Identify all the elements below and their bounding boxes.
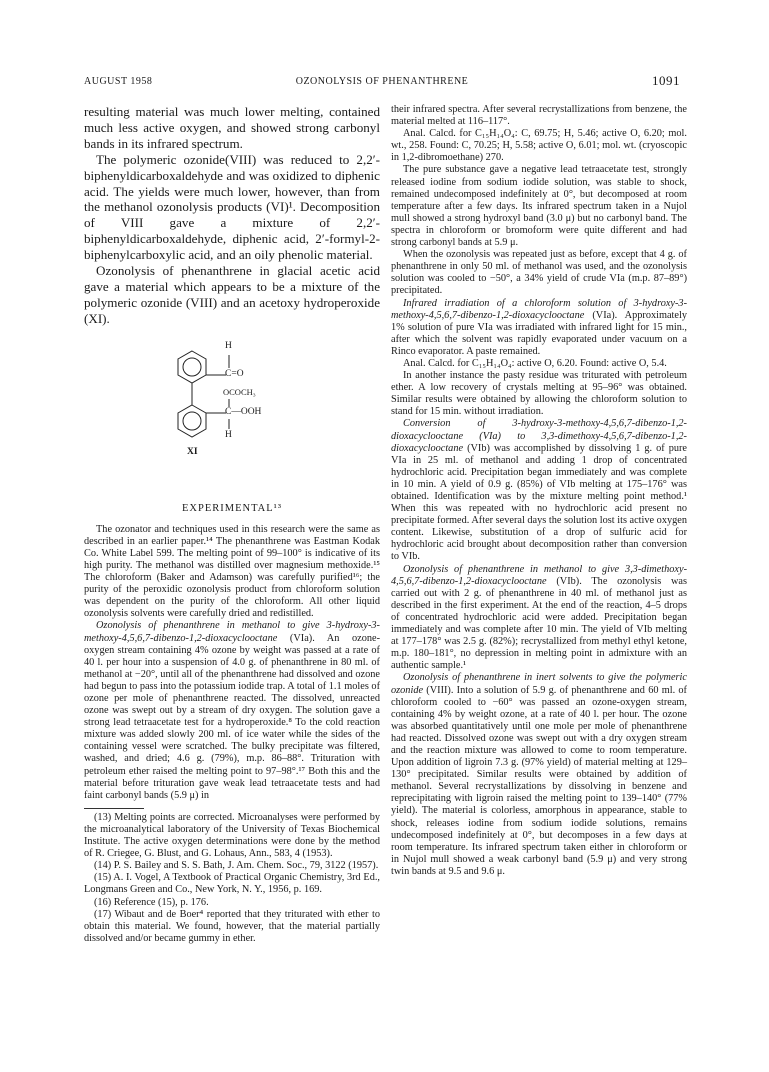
footnote-16: (16) Reference (15), p. 176. [94,896,209,908]
struct-hydroperoxide: C—OOH [225,406,262,417]
paragraph: The polymeric ozonide(VIII) was reduced to 2,2′-biphenyldicarboxaldehyde and was oxidized to diphenic acid. The yields were much lower, however, than from the methanol ozonolysis products (VI)¹. Decomposition of VIII gave a mixture of 2,2′-biphenyldicarboxaldehyde, diphenic acid, 2′-formyl-2-biphenylcarboxylic acid, and an oily phenolic material. [84,151,380,263]
right-column [391,104,687,878]
procedure-text: (VIa). An ozone-oxygen stream containing 4% ozone by weight was passed at a rate of 40 l. per hour into a suspension of 4.0 g. of phenanthrene in 80 ml. of methanol at −20°, until all of the phenanthrene had dissolved and ozone had begun to pass into the potassium iodide trap. A total of 1.1 moles of ozone per mole of phenanthrene reacted. The dissolved, unreacted ozone was swept out by a stream of dry oxygen. The solution gave a strong lead tetraacetate test for a hydroperoxide.⁸ To the cold reaction mixture was added slowly 200 ml. of ice water while the sides of the containing vessel were scratched. The bulky precipitate was filtered, washed, and dried; 4.6 g. (79%), m.p. 86–88°. Trituration with petroleum ether raised the melting point to 97–98°.¹⁷ Both this and the material before trituration gave weak lead tetraacetate tests and had faint carbonyl bands (5.9 μ) in [84,632,381,801]
footnote-15: (15) A. I. Vogel, A Textbook of Practical Organic Chemistry, 3rd Ed., Longmans Green and Co., New York, N. Y., 1956, p. 169. [84,872,380,896]
header-title: OZONOLYSIS OF PHENANTHRENE [295,76,469,87]
header-date: AUGUST 1958 [84,76,153,87]
paragraph: their infrared spectra. After several recrystallizations from benzene, the material melted at 116–117°. [391,104,687,128]
footnote-rule [84,808,144,809]
paragraph [84,620,380,801]
compound-label: XI [187,446,198,457]
procedure-title: Ozonolysis of phenanthrene in methanol to give 3,3-dimethoxy-4,5,6,7-dibenzo-1,2-dioxacyclooctane [391,563,687,587]
footnote-13: (13) Melting points are corrected. Microanalyses were performed by the microanalytical laboratory of the University of Texas Biochemical Institute. The active oxygen determinations were done by the method of R. Criegee, G. Blust, and G. Lohaus, Ann., 583, 4 (1953). [84,811,380,860]
procedure-text: (VIb). The ozonolysis was carried out with 2 g. of phenanthrene in 40 ml. of methanol just as described in the first experiment. At the end of the reaction, 4–5 drops of concentrated hydrochloric acid were added. Precipitation began immediately and was complete after 10 min. The yield of VIb melting at 177–178° was 2.5 g. (82%); recrystallized from methyl ethyl ketone, m.p. 180–181°, no depression in melting point in admixture with an authentic sample.¹ [391,575,687,672]
struct-carbonyl: C=O [225,368,244,379]
procedure-text: (VIII). Into a solution of 5.9 g. of phenanthrene and 60 ml. of chloroform cooled to −60° was passed an ozone-oxygen stream, containing 4% by weight ozone, at a rate of 40 l. per hour. The ozone was absorbed quantitatively until one mole per mole of phenanthrene had reacted. Dissolved ozone was swept out with a dry oxygen stream and the reaction mixture was allowed to come to room temperature. Upon addition of ligroin 7.3 g. (97% yield) of material melting at 129–130° precipitated. Similar results were obtained by addition of methanol. Several recrystallizations by dissolving in benzene and reprecipitating with ligroin raised the melting point to 139–140° (77% yield). The material is colorless, amorphous in appearance, stable to shock, releases iodine from sodium iodide solutions, remains undecomposed indefinitely at 0°, but decomposes in a few days at room temperature. Its infrared spectrum taken either in chloroform or in Nujol mull showed a weak carbonyl band (5.9 μ) and very strong twin bands at 9.5 and 9.6 μ. [391,684,687,877]
structure-xi [84,337,380,489]
paragraph: The pure substance gave a negative lead tetraacetate test, strongly released iodine from sodium iodide solution, was stable to shock, remained undecomposed indefinitely at 0°, but decomposed at room temperature after a few days. Its infrared spectrum taken in a Nujol mull showed a strong hydroxyl band (3.0 μ) but no carbonyl band. The spectra in chloroform or bromoform were quite different and had strong carbonyl bands at 5.9 μ. [391,164,687,249]
procedure-text: (VIb) was accomplished by dissolving 1 g. of pure VIa in 25 ml. of methanol and adding 1 drop of concentrated hydrochloric acid. Precipitation began immediately and was complete in 10 min. A yield of 0.9 g. (85%) of VIb melting at 175–176° was obtained. Identification was by the mixture melting point method.¹ When this was repeated with no hydrochloric acid present no precipitate formed. After several days the solution lost its active oxygen content. Likewise, substitution of a drop of sulfuric acid for hydrochloric acid brought about decomposition rather than conversion to VIb. [391,442,687,563]
paragraph: The ozonator and techniques used in this research were the same as described in an earlier paper.¹⁴ The phenanthrene was Eastman Kodak Co. White Label 599. The melting point of 99–100° is indicative of its high purity. The methanol was distilled over magnesium methoxide.¹⁵ The chloroform (Baker and Adamson) was carefully purified¹⁶; the purity of the peroxidic ozonolysis product from chloroform solution was dependent on the purity of the chloroform. All other liquid ozonolysis solvents were carefully dried and redistilled. [84,523,380,620]
analysis-paragraph: Anal. Calcd. for C₁₅H₁₄O₄: active O, 6.20. Found: active O, 5.4. [403,357,667,369]
paragraph: Ozonolysis of phenanthrene in glacial acetic acid gave a material which appears to be a mixture of the polymeric ozonide (VIII) and an acetoxy hydroperoxide (XI). [84,263,380,326]
paragraph: resulting material was much lower melting, contained much less active oxygen, and showed strong carbonyl bands in its infrared spectrum. [84,104,380,151]
struct-h-bottom: H [225,429,232,440]
page-number: 1091 [652,73,680,88]
running-header [84,74,680,90]
paragraph: In another instance the pasty residue was triturated with petroleum ether. A low recovery of crystals melting at 95–96° was obtained. Similar results were obtained by allowing the chloroform solution to stand for 15 min. without irradiation. [391,370,687,418]
paragraph [391,564,687,673]
footnote-17: (17) Wibaut and de Boer⁴ reported that they triturated with ether to obtain this material. We found, however, that the material partially dissolved and/or became gummy in ether. [84,908,380,944]
procedure-title: Conversion of 3-hydroxy-3-methoxy-4,5,6,7-dibenzo-1,2-dioxacyclooctane (VIa) to 3,3-dimethoxy-4,5,6,7-dibenzo-1,2-dioxacyclooctane [391,418,687,454]
procedure-title: Ozonolysis of phenanthrene in inert solvents to give the polymeric ozonide [391,672,687,696]
paragraph [391,298,687,358]
paragraph: When the ozonolysis was repeated just as before, except that 4 g. of phenanthrene in only 50 ml. of methanol was used, and the ozonolysis solution was cooled to −50°, a 34% yield of crude VIa (m.p. 87–89°) precipitated. [391,249,687,297]
procedure-text: (VIa). Approximately 1% solution of pure VIa was irradiated with infrared light for 15 min., after which the solvent was rapidly evaporated under vacuum on a Rinco evaporator. A paste remained. [391,309,687,357]
section-heading: EXPERIMENTAL¹³ [182,502,282,514]
left-column [84,104,380,945]
procedure-title: Ozonolysis of phenanthrene in methanol to give 3-hydroxy-3-methoxy-4,5,6,7-dibenzo-1,2-dioxacyclooctane [84,620,380,644]
paragraph [391,672,687,878]
analysis-paragraph: Anal. Calcd. for C₁₅H₁₄O₄: C, 69.75; H, 5.46; active O, 6.20; mol. wt., 258. Found: C, 70.25; H, 5.58; active O, 6.01; mol. wt. (cryoscopic in 1,2-dibromoethane) 270. [391,128,687,164]
procedure-title: Infrared irradiation of a chloroform solution of 3-hydroxy-3-methoxy-4,5,6,7-dibenzo-1,2-dioxacyclooctane [391,297,687,321]
paragraph [391,418,687,563]
footnote-14: (14) P. S. Bailey and S. S. Bath, J. Am. Chem. Soc., 79, 3122 (1957). [94,860,379,872]
struct-h-top: H [225,340,232,351]
struct-acetoxy: OCOCH₃ [223,386,256,397]
